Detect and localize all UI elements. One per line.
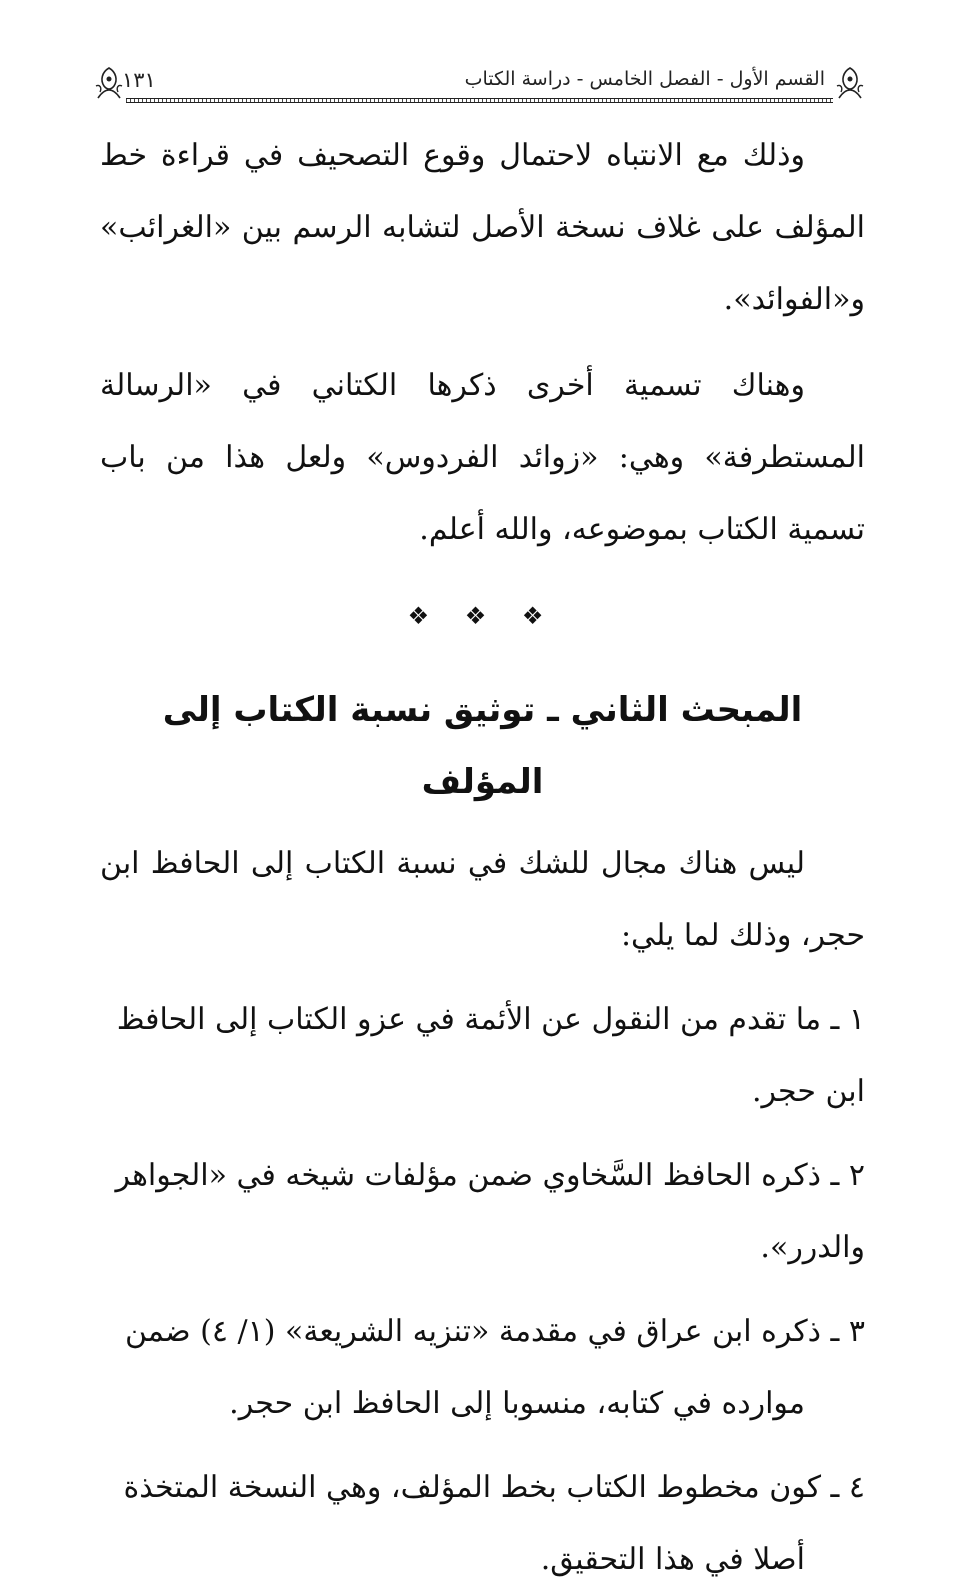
section-heading: المبحث الثاني ـ توثيق نسبة الكتاب إلى المؤلف bbox=[162, 690, 803, 802]
intro-paragraph: ليس هناك مجال للشك في نسبة الكتاب إلى الحافظ ابن حجر، وذلك لما يلي: bbox=[100, 846, 865, 953]
page-number: ١٣١ bbox=[122, 68, 156, 92]
list-item: ١ ـ ما تقدم من النقول عن الأئمة في عزو الكتاب إلى الحافظ ابن حجر. bbox=[116, 1002, 865, 1109]
page-body bbox=[100, 120, 865, 1596]
list-item: ٢ ـ ذكره الحافظ السَّخاوي ضمن مؤلفات شيخه في «الجواهر والدرر». bbox=[115, 1158, 865, 1265]
paragraph: وذلك مع الانتباه لاحتمال وقوع التصحيف في قراءة خط المؤلف على غلاف نسخة الأصل لتشابه الرسم بين «الغرائب» و«الفوائد». bbox=[100, 138, 865, 317]
page-header bbox=[92, 58, 867, 108]
running-title: القسم الأول - الفصل الخامس - دراسة الكتاب bbox=[464, 68, 825, 90]
paragraph: وهناك تسمية أخرى ذكرها الكتاني في «الرسالة المستطرفة» وهي: «زوائد الفردوس» ولعل هذا من باب تسمية الكتاب بموضوعه، والله أعلم. bbox=[100, 368, 865, 547]
floral-ornament-icon bbox=[833, 64, 867, 102]
header-rule bbox=[126, 98, 833, 103]
floral-ornament-icon bbox=[92, 64, 126, 102]
list-item: ٤ ـ كون مخطوط الكتاب بخط المؤلف، وهي النسخة المتخذة أصلا في هذا التحقيق. bbox=[123, 1470, 865, 1577]
list-item: ٣ ـ ذكره ابن عراق في مقدمة «تنزيه الشريعة» (١/ ٤) ضمن موارده في كتابه، منسوبا إلى الحافظ ابن حجر. bbox=[124, 1314, 865, 1421]
section-separator: ❖ ❖ ❖ bbox=[407, 602, 558, 630]
